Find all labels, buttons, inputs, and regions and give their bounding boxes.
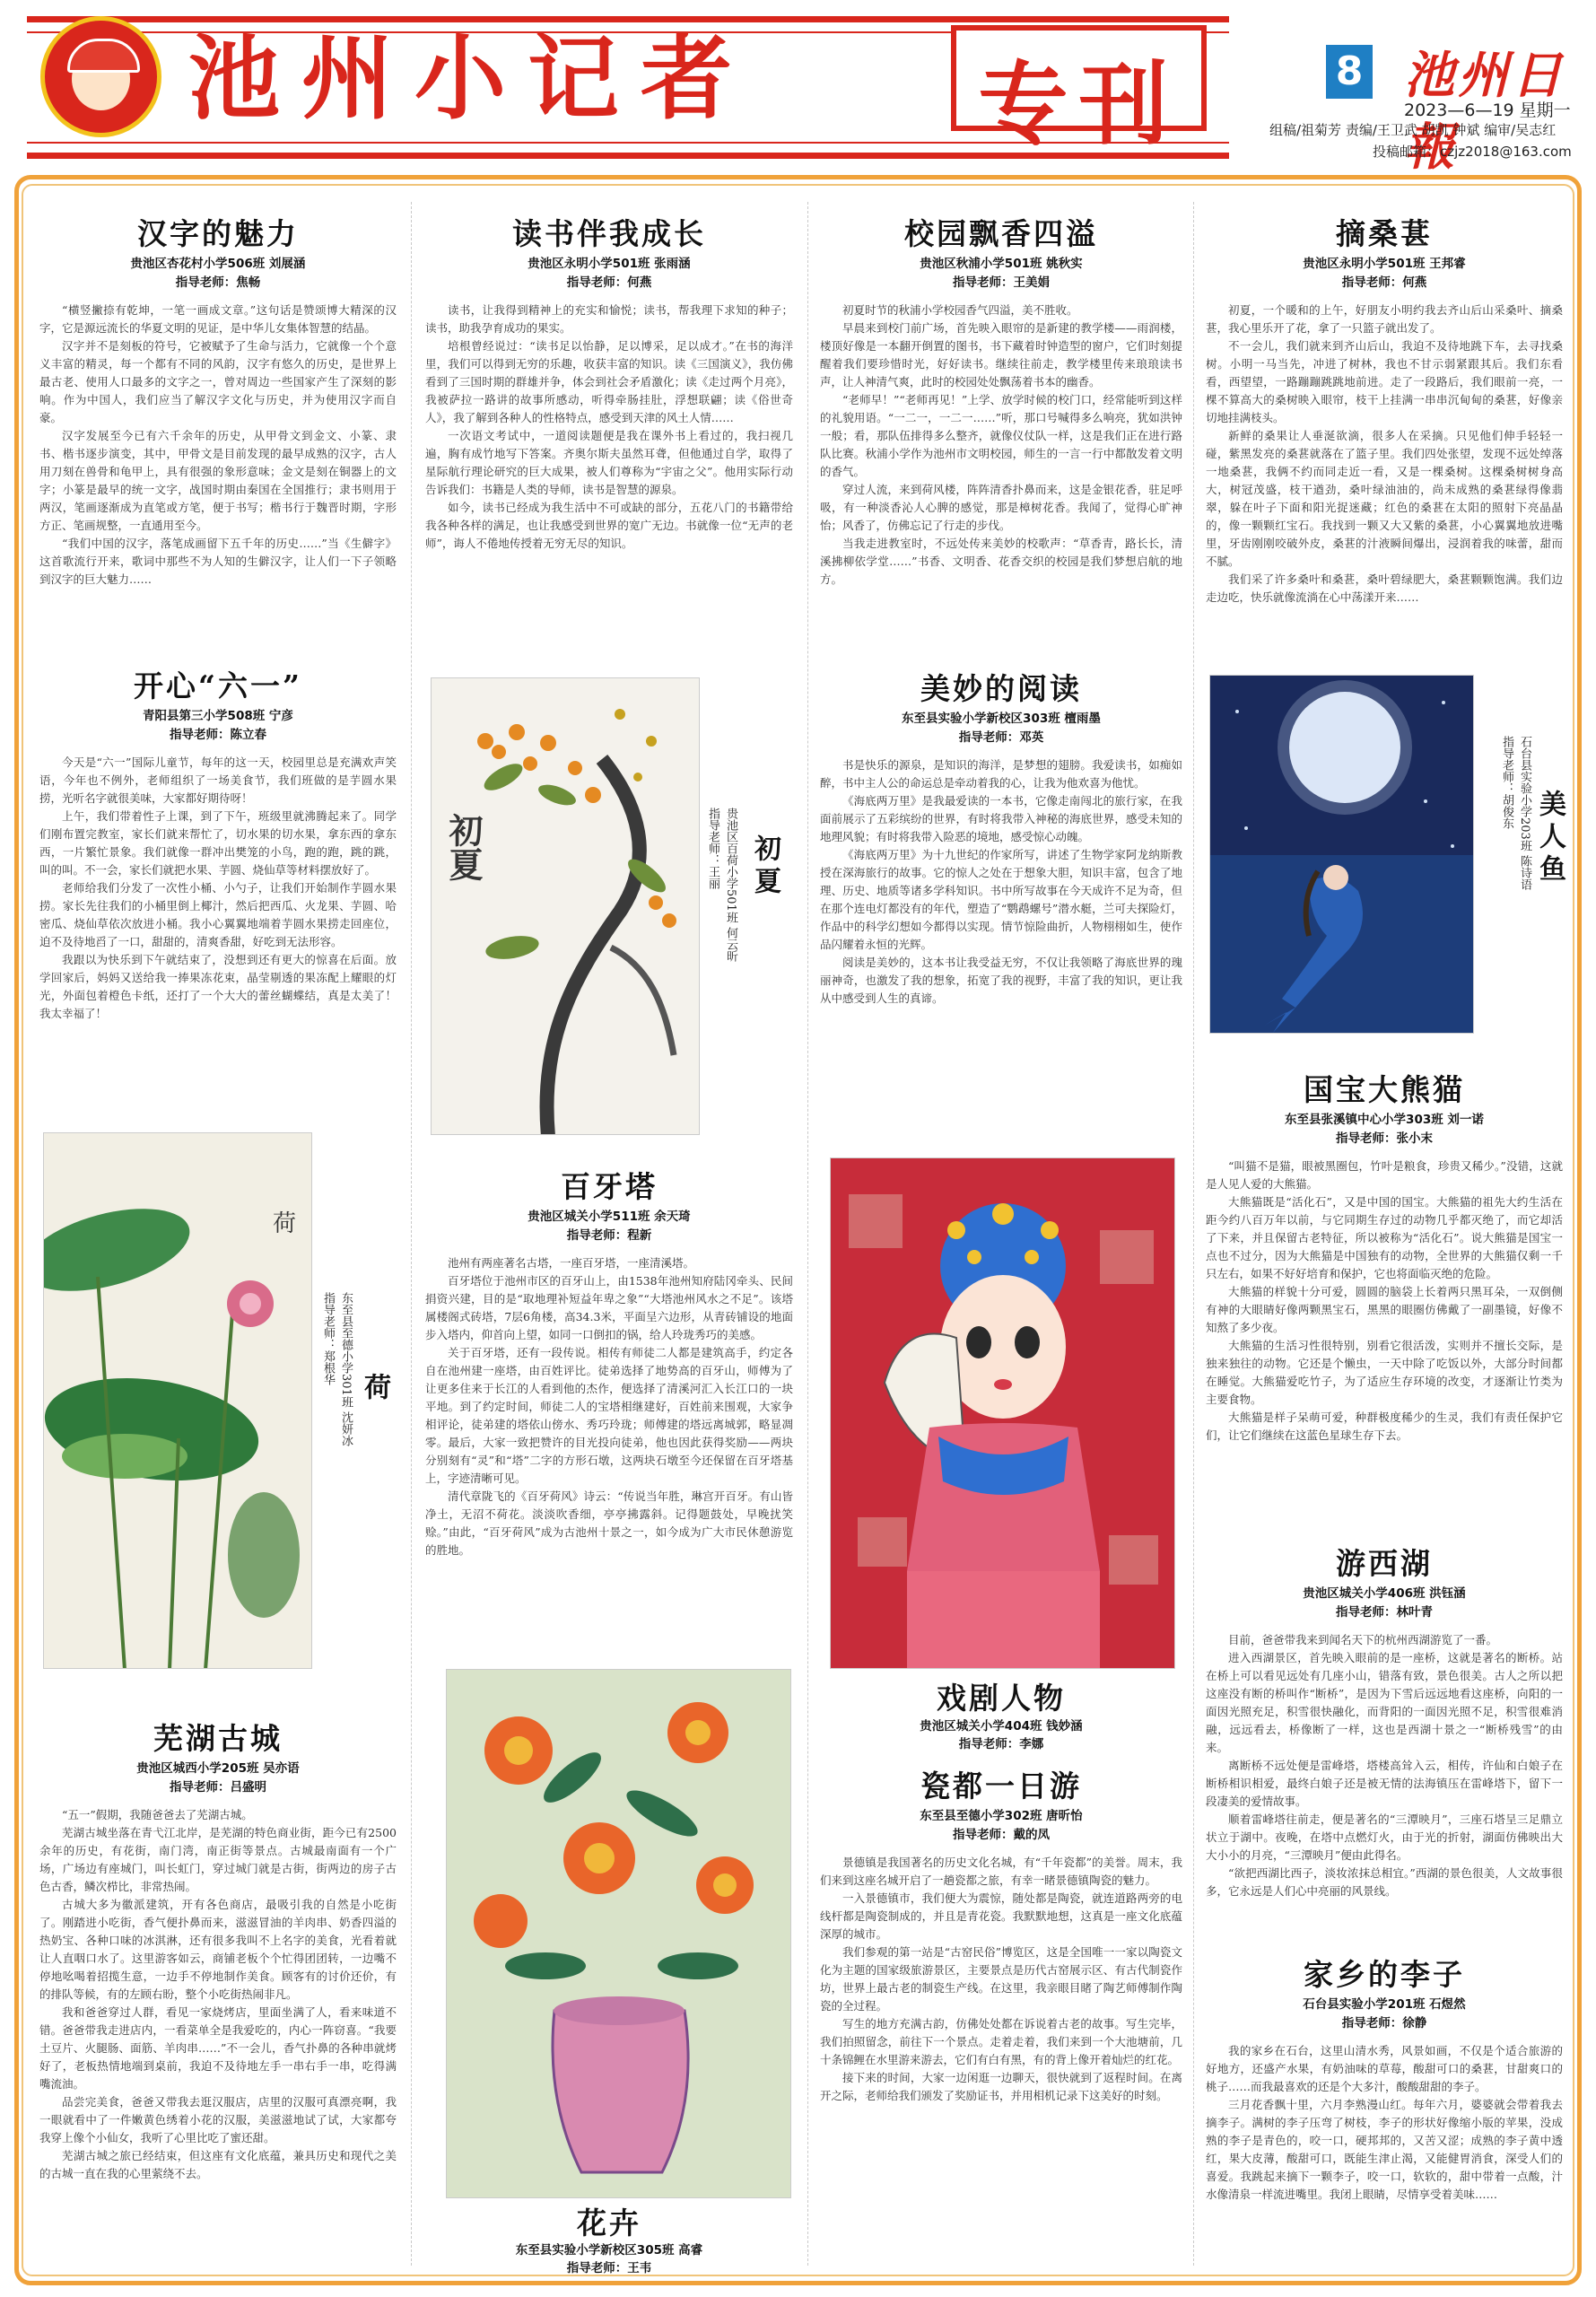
article-wonderful-reading [820,668,1182,1144]
article-paragraph: 《海底两万里》为十九世纪的作家所写，讲述了生物学家阿龙纳斯教授在深海旅行的故事。它的惊人之处在于想象大胆，知识丰富，包含了地理、历史、地质等诸多学科知识。书中所写故事在今天成许不足为奇，但在那个连电灯都没有的年代，塑造了“鹦鹉螺号”潜水艇，兰可夫探险灯，作品中的科学幻想如今都得以实现。情节惊险曲折，人物栩栩如生，使作品闪耀着永恒的光辉。 [820,848,1182,951]
article-paragraph: 汉字并不是刻板的符号，它被赋予了生命与活力，它就像一个个意义丰富的精灵，每一个都有不同的风韵，汉字有悠久的历史，是世界上最古老、使用人口最多的文字之一，曾对周边一些国家产生了深刻的影响。作为中国人，我们应当了解汉字文化与历史，并为使用汉字而自豪。 [39,339,397,424]
article-teacher: 指导老师：徐静 [1341,2016,1427,2031]
article-paragraph: 我们采了许多桑叶和桑葚，桑叶碧绿肥大，桑葚颗颗饱满。我们边走边吃，快乐就像流淌在心中荡漾开来…… [1206,572,1563,604]
painting-author: 东至县至德小学301班 沈妍冰 [339,1292,353,1446]
article-title: 芜湖古城 [153,1721,283,1756]
article-body [1206,1631,1563,1900]
painting-title: 美人鱼 [1534,790,1565,886]
masthead [0,0,1596,177]
early-summer-painting-image [432,678,700,1135]
article-giant-panda [1206,1070,1563,1536]
special-edition-label: 专刊 [978,51,1180,157]
article-paragraph: “叫猫不是猫，眼被黑圈包，竹叶是粮食，珍贵又稀少。”没错，这就是人见人爱的大熊猫。 [1206,1159,1563,1191]
article-hanzi-charm [39,214,397,662]
painting-flowers [446,1669,791,2198]
article-author: 贵池区杏花村小学506班 刘展涵 [130,257,306,271]
article-paragraph: 顺着雷峰塔往前走，便是著名的“三潭映月”，三座石塔呈三足鼎立状立于湖中。夜晚，在塔中点燃灯火，由于光的折射，湖面仿佛映出大大小小的月亮，“三潭映月”便由此得名。 [1206,1812,1563,1862]
article-paragraph: 我和爸爸穿过人群，看见一家烧烤店，里面坐满了人，看来味道不错。爸爸带我走进店内，一看菜单全是我爱吃的，内心一阵窃喜。“我要土豆片、火腿肠、面筋、羊肉串……”不一会儿，香气扑鼻的各种串就烤好了，老板热情地端到桌前，我迫不及待地左手一串右手一串，吃得满嘴流油。 [39,2005,397,2091]
article-happy-childrens-day [39,666,397,1087]
article-paragraph: 我的家乡在石台，这里山清水秀，风景如画，不仅是个适合旅游的好地方，还盛产水果，有奶油味的草莓，酸甜可口的桑葚，甘甜爽口的桃子……而我最喜欢的还是个大多汁，酸酸甜甜的李子。 [1206,2044,1563,2093]
article-title: 百牙塔 [561,1169,658,1204]
painting-teacher: 指导老师：李娜 [958,1737,1044,1751]
article-title: 摘桑葚 [1336,216,1433,251]
article-paragraph: 阅读是美妙的，这本书让我受益无穷，不仅让我领略了海底世界的瑰丽神奇，也激发了我的想象，拓宽了我的视野，丰富了我的知识，更让我从中感受到人生的真谛。 [820,956,1182,1005]
article-paragraph: 初夏，一个暖和的上午，好朋友小明约我去齐山后山采桑叶、摘桑葚，我心里乐开了花，拿了一只篮子就出发了。 [1206,303,1563,335]
article-paragraph: 接下来的时间，大家一边闲逛一边聊天，很快就到了返程时间。在离开之际，老师给我们颁发了奖励证书，并用相机记录下这美好的时刻。 [820,2071,1182,2102]
article-paragraph: 芜湖古城坐落在青弋江北岸，是芜湖的特色商业街，距今已有2500余年的历史，有花街，南门湾，南正街等景点。古城最南面有一个广场，广场边有座城门，叫长虹门，穿过城门就是古街，街两边的房子古色古香，鳞次栉比，非常热闹。 [39,1826,397,1893]
article-paragraph: 上午，我们带着性子上课，到了下午，班级里就沸腾起来了。同学们刚布置完教室，家长们就来帮忙了，切水果的切水果，拿东西的拿东西，一片繁忙景象。我们就像一群冲出樊笼的小鸟，跑的跑，跳的跳，叫的叫。不一会，家长们就把水果、芋圆、烧仙草等材料摆放好了。 [39,809,397,877]
column-divider [807,202,808,2266]
article-paragraph: 我们参观的第一站是“古窑民俗”博览区，这是全国唯一一家以陶瓷文化为主题的国家级旅游景区，主要景点是历代古窑展示区、有古代制瓷作坊，世界上最古老的制瓷生产线。在这里，我亲眼目睹了陶艺师傅制作陶瓷的全过程。 [820,1945,1182,2013]
article-title: 读书伴我成长 [512,216,706,251]
article-paragraph: 当我走进教室时，不远处传来美妙的校歌声：“草香青，路长长，清溪拂柳依学堂……”书香、文明香、花香交织的校园是我们梦想启航的地方。 [820,537,1182,586]
article-body [1206,301,1563,607]
article-title: 国宝大熊猫 [1304,1072,1465,1107]
article-body [820,301,1182,589]
article-author: 贵池区秋浦小学501班 姚秋实 [920,257,1083,271]
article-paragraph: 三月花香飘十里，六月李熟漫山红。每年六月，婆婆就会带着我去摘李子。满树的李子压弯了树枝，李子的形状好像缩小版的苹果，没成熟的李子是青色的，咬一口，硬邦邦的，又苦又涩；成熟的李子黄中透红，果大皮薄，酸甜可口，既能生津止渴，又能健胃消食，深受人们的喜爱。我跳起来摘下一颗李子，咬一口，软软的，甜中带着一点酸，汁水像清泉一样流进嘴里。我闭上眼睛，尽情享受着美味…… [1206,2098,1563,2201]
article-paragraph: 一次语文考试中，一道阅读题便是我在课外书上看过的，我扫视几遍，胸有成竹地写下答案。齐奥尔斯夫虽然耳聋，但他通过自学，取得了星际航行理论研究的巨大成果，被人们尊称为“宇宙之父”。他用实际行动告诉我们：书籍是人类的导师，读书是智慧的源泉。 [425,429,793,496]
article-title: 校园飘香四溢 [904,216,1098,251]
article-teacher: 指导老师：邓英 [958,730,1044,745]
column-divider [1193,202,1194,2266]
painting-teacher: 指导老师：胡俊东 [1500,736,1513,829]
article-paragraph: 百牙塔位于池州市区的百牙山上，由1538年池州知府陆冈牵头、民间捐资兴建，目的是“取地理补短益年卑之象”“大塔池州风水之不足”。该塔属楼阁式砖塔，7层6角楼，高34.3米，平面呈六边形，从青砖铺设的地面步入塔内，仰首向上望，如同一口倒扣的锅，给人玲珑秀巧的美感。 [425,1274,793,1341]
opera-character-painting-image [831,1158,1175,1669]
article-title: 汉字的魅力 [137,216,299,251]
article-author: 石台县实验小学201班 石煜然 [1303,1997,1466,2012]
article-title: 家乡的李子 [1304,1957,1465,1992]
article-body [425,301,793,553]
painting-lotus [43,1132,312,1669]
article-teacher: 指导老师：王美娟 [953,275,1050,290]
article-body [39,1806,397,2183]
article-paragraph: “欲把西湖比西子，淡妆浓抹总相宜。”西湖的景色很美，人文故事很多，它永远是人们心中亮丽的风景线。 [1206,1866,1563,1898]
article-paragraph: 不一会儿，我们就来到齐山后山，我迫不及待地跳下车，去寻找桑树。小明一马当先，冲进了树林，我也不甘示弱紧跟其后。我们东看看，西望望，一路蹦蹦跳跳地前进。走了一段路后，我们眼前一亮，一棵不算高大的桑树映入眼帘，枝干上挂满一串串沉甸甸的桑葚，好像亲切地挂满枝头。 [1206,339,1563,424]
article-author: 贵池区城关小学511班 余天琦 [528,1210,691,1224]
flowers-painting-image [447,1670,791,2198]
article-paragraph: 老师给我们分发了一次性小桶、小勺子，让我们开始制作芋圆水果捞。家长先往我们的小桶里倒上椰汁，然后把西瓜、火龙果、芋圆、哈密瓜、烧仙草依次放进小桶。我小心翼翼地端着芋圆水果捞走回座位，迫不及待地舀了一口，甜甜的，清爽香甜，好吃到无法形容。 [39,881,397,948]
article-paragraph: 大熊猫的生活习性很特别，别看它很活泼，实则并不擅长交际，是独来独往的动物。它还是个懒虫，一天中除了吃饭以外，大部分时间都在睡觉。大熊猫爱吃竹子，为了适应生存环境的改变，才逐渐让竹类为主要食物。 [1206,1339,1563,1406]
article-author: 东至县至德小学302班 唐昕怡 [920,1809,1083,1823]
article-paragraph: 新鲜的桑果让人垂涎欲滴，很多人在采摘。只见他们伸手轻轻一碰，紫黑发亮的桑葚就落在了篮子里。我们四处张望，发现不远处绰落一地桑葚，我俩不约而同走近一看，又是一棵桑树。这棵桑树树身高大，树冠茂盛，枝干遒劲，桑叶绿油油的，尚未成熟的桑葚绿得像翡翠，躲在叶子下面和阳光捉迷藏；红色的桑葚在太阳的照射下亮晶晶的，像一颗颗红宝石。我找到一颗又大又紫的桑葚，小心翼翼地放进嘴里，牙齿刚刚咬破外皮，桑葚的汁液瞬间爆出，浸润着我的味蕾，甜而不腻。 [1206,429,1563,568]
article-author: 贵池区城西小学205班 吴亦语 [136,1761,300,1776]
article-teacher: 指导老师：焦畅 [175,275,261,290]
article-paragraph: 穿过人流，来到荷风楼，阵阵清香扑鼻而来，这是金银花香，驻足呼吸，有一种淡香沁人心脾的感觉，那是樟树花香。我闻了，觉得心旷神怡；风香了，仿佛忘记了行走的步伐。 [820,483,1182,532]
article-body [1206,1157,1563,1445]
article-paragraph: 离断桥不远处便是雷峰塔，塔楼高耸入云，相传，许仙和白娘子在断桥相识相爱，最终白娘子还是被无情的法海镇压在雷峰塔下，留下一段凄美的爱情故事。 [1206,1759,1563,1808]
article-paragraph: 池州有两座著名古塔，一座百牙塔，一座清溪塔。 [448,1256,695,1270]
painting-inscription: 荷 [273,1210,297,1237]
mermaid-painting-image [1210,676,1474,1034]
article-hometown-plums [1206,1954,1563,2268]
article-paragraph: 品尝完美食，爸爸又带我去逛汉服店，店里的汉服可真漂亮啊，我一眼就看中了一件嫩黄色绣着小花的汉服，美滋滋地试了试，大家都夸我穿上像个小仙女，我听了心里比吃了蜜还甜。 [39,2095,397,2144]
article-teacher: 指导老师：戴的凤 [953,1828,1050,1842]
article-paragraph: 清代章陇飞的《百牙荷风》诗云：“传说当年胜，琳宫开百牙。有山皆净土，无沼不荷花。淡淡吹香细，亭亭拂露斜。记得题鼓处，早晚扰笑赊。”由此，“百牙荷风”成为古池州十景之一，如今成为广大市民休憩游览的胜地。 [425,1489,793,1557]
article-body [39,301,397,589]
page-number-badge: 8 [1326,45,1373,99]
article-teacher: 指导老师：陈立春 [170,728,266,742]
painting-author: 东至县实验小学新校区305班 高睿 [515,2243,703,2258]
painting-teacher: 指导老师：王丽 [706,808,720,889]
issue-date: 2023—6—19 星期一 [1404,100,1571,120]
article-paragraph: 进入西湖景区，首先映入眼前的是一座桥，这就是著名的断桥。站在桥上可以看见远处有几座小山，错落有致，景色很美。古人之所以把这座没有断的桥叫作“断桥”，是因为下雪后远远地看这座桥，向阳的一面因光照充足，积雪很快融化，而背阳的一面因光照不足，积雪很难消融，远远看去，桥像断了一样，这也是西湖十景之一“断桥残雪”的由来。 [1206,1651,1563,1754]
painting-title: 荷 [359,1373,390,1405]
article-author: 青阳县第三小学508班 宁彦 [143,709,293,723]
article-author: 贵池区永明小学501班 王邦睿 [1303,257,1466,271]
painting-inscription: 初夏 [443,813,484,881]
article-author: 贵池区永明小学501班 张雨涵 [528,257,691,271]
special-edition-title: 池州小记者 [188,25,754,133]
article-teacher: 指导老师：林叶青 [1336,1605,1433,1620]
article-reading-growth [425,214,793,662]
painting-early-summer [431,677,700,1135]
article-author: 东至县实验小学新校区303班 檀雨墨 [902,712,1101,726]
article-west-lake [1206,1543,1563,1947]
article-paragraph: “横竖撇捺有乾坤，一笔一画成文章。”这句话是赞颂博大精深的汉字，它是源远流长的华夏文明的见证，是中华儿女集体智慧的结晶。 [39,303,397,335]
article-paragraph: 我跟以为快乐到下午就结束了，没想到还有更大的惊喜在后面。放学回家后，妈妈又送给我一捧果冻花束，晶莹剔透的果冻配上耀眼的灯光，外面包着橙色卡纸，还打了一个大大的蕾丝蝴蝶结，真是太美了！我太幸福了！ [39,953,397,1020]
article-paragraph: 《海底两万里》是我最爱读的一本书，它像走南闯北的旅行家，在我面前展示了五彩缤纷的世界，有时将我带入神秘的海底世界，感受未知的地理风貌；有时将我带入险恶的境地，感受惊心动魄。 [820,794,1182,843]
article-paragraph: 景德镇是我国著名的历史文化名城，有“千年瓷都”的美誉。周末，我们来到这座名城开启了一趟瓷都之旅，有幸一睹景德镇陶瓷的魅力。 [820,1856,1182,1887]
article-body [820,756,1182,1008]
painting-title: 花卉 [577,2205,641,2240]
newspaper-name: 池州日報 [1404,46,1565,177]
article-author: 东至县张溪镇中心小学303班 刘一诺 [1285,1113,1484,1127]
submission-email: 投稿邮箱：czjz2018@163.com [1373,144,1572,160]
article-teacher: 指导老师：吕盛明 [170,1780,266,1795]
article-paragraph: 大熊猫既是“活化石”，又是中国的国宝。大熊猫的祖先大约生活在距今约八百万年以前，与它同期生存过的动物几乎都灭绝了，而它却活了下来，并且保留古老特征，所以被称为“活化石”。说大熊猫是国宝一点也不过分，因为大熊猫是中国独有的动物，全世界的大熊猫仅剩一千只左右，如果不好好培育和保护，它也将面临灭绝的危险。 [1206,1195,1563,1280]
painting-teacher: 指导老师：郑根华 [321,1292,335,1385]
article-paragraph: 今天是“六一”国际儿童节，每年的这一天，校园里总是充满欢声笑语，今年也不例外，老师组织了一场美食节，我们班做的是芋圆水果捞，光听名字就很美味，大家都好期待呀！ [39,755,397,805]
reporter-mascot-logo-icon [40,16,161,137]
column-divider [411,202,412,2266]
painting-teacher: 指导老师：王韦 [566,2261,652,2275]
special-edition-label-box [951,25,1207,157]
article-paragraph: 大熊猫是样子呆萌可爱，种群极度稀少的生灵，我们有责任保护它们，让它们继续在这蓝色星球生存下去。 [1206,1411,1563,1442]
painting-author: 贵池区百荷小学501班 何云昕 [724,808,737,962]
article-paragraph: 早晨来到校门前广场，首先映入眼帘的是新建的教学楼——雨润楼，楼顶好像是一本翻开倒置的图书，书下藏着时钟造型的窗户，它们时刻提醒着我们要珍惜时光，好好读书。继续往前走，教学楼里传来琅琅读书声，让人神清气爽，此时的校园处处飘荡着书本的幽香。 [820,321,1182,389]
article-teacher: 指导老师：何燕 [566,275,652,290]
article-paragraph: 一入景德镇市，我们便大为震惊，随处都是陶瓷，就连道路两旁的电线杆都是陶瓷制成的，并且是青花瓷。我默默地想，这真是一座文化底蕴深厚的城市。 [820,1891,1182,1941]
article-title: 游西湖 [1336,1546,1433,1581]
painting-author: 贵池区城关小学404班 钱妙涵 [920,1719,1083,1734]
article-title: 美妙的阅读 [920,671,1082,706]
article-picking-mulberries [1206,214,1563,662]
article-body [1206,2042,1563,2204]
article-paragraph: 汉字发展至今已有六千余年的历史，从甲骨文到金文、小篆、隶书、楷书逐步演变，其中，甲骨文是目前发现的最早成熟的汉字，古人用刀刻在兽骨和龟甲上，具有很强的象形意味；金文是刻在铜器上的文字；小篆是最早的统一文字，战国时期由秦国在全国推行；隶书则用于两汉，笔画逐渐成为直笔或方笔，便于书写；楷书行于魏晋时期，字形方正、笔画规整，一直通用至今。 [39,429,397,532]
article-body [820,1854,1182,2105]
article-teacher: 指导老师：程新 [566,1228,652,1243]
article-paragraph: 关于百牙塔，还有一段传说。相传有师徒二人都是建筑高手，约定各自在池州建一座塔，由百姓评比。徒弟选择了地势高的百牙山，师傅为了让更多住来于长江的人看到他的杰作，便选择了清溪河汇入长江口的一块平地。到了约定时间，师徒二人的宝塔相继建好，百姓前来围观，大家争相评论，徒弟建的塔依山傍水、秀巧玲珑；师傅建的塔远离城郭，略显凋零。最后，大家一致把赞许的目光投向徒弟，他也因此获得奖励——两块分别刻有“灵”和“塔”二字的方形石墩，这两块石墩至今还保留在百牙塔基上，字迹清晰可见。 [425,1346,793,1485]
article-paragraph: 读书，让我得到精神上的充实和愉悦；读书，帮我理下求知的种子；读书，助我孕育成功的果实。 [425,303,793,335]
article-author: 贵池区城关小学406班 洪钰涵 [1303,1586,1466,1601]
painting-mermaid [1209,675,1474,1034]
painting-opera-character [830,1157,1175,1669]
article-body [39,754,397,1023]
painting-title: 初夏 [749,834,781,899]
article-paragraph: 书是快乐的源泉，是知识的海洋，是梦想的翅膀。我爱读书，如痴如醉，书中主人公的命运总是牵动着我的心，让我为他欢喜为他忧。 [820,758,1182,790]
article-title: 瓷都一日游 [920,1769,1082,1804]
article-paragraph: 古城大多为徽派建筑，开有各色商店，最吸引我的自然是小吃街了。刚踏进小吃街，香气便扑鼻而来，滋滋冒油的羊肉串、奶香四溢的热奶宝、各种口味的冰淇淋，还有很多我叫不上名字的美食，光看着就让人直咽口水了。这里游客如云，商铺老板个个忙得团团转，一边嘴不停地吆喝着招揽生意，一边手不停地制作美食。顾客有的讨价还价，有的排队等候，有的左顾右盼，整个小吃街热闹非凡。 [39,1898,397,2001]
article-porcelain-capital-trip [820,1766,1182,2268]
article-paragraph: “我们中国的汉字，落笔成画留下五千年的历史……”当《生僻字》这首歌流行开来，歌词中那些不为人知的生僻汉字，让人们一下子领略到汉字的巨大魅力…… [39,537,397,586]
painting-author: 石台县实验小学203班 陈诗语 [1518,736,1531,890]
article-paragraph: 芜湖古城之旅已经结束，但这座有文化底蕴，兼具历史和现代之美的古城一直在我的心里萦绕不去。 [39,2149,397,2180]
article-paragraph: 初夏时节的秋浦小学校园香气四溢，美不胜收。 [842,303,1078,317]
painting-title: 戏剧人物 [937,1681,1066,1716]
article-baiya-pagoda [425,1166,793,1651]
article-wuhu-ancient-city [39,1718,397,2266]
article-title: 开心“六一” [134,668,302,703]
article-paragraph: 如今，读书已经成为我生活中不可或缺的部分，五花八门的书籍带给我各种各样的满足，也让我感受到世界的宽广无边。书就像一位“无声的老师”，诲人不倦地传授着无穷无尽的知识。 [425,501,793,550]
article-teacher: 指导老师：张小末 [1336,1131,1433,1146]
article-paragraph: “五一”假期，我随爸爸去了芜湖古城。 [62,1808,253,1821]
article-teacher: 指导老师：何燕 [1341,275,1427,290]
article-paragraph: 培根曾经说过：“读书足以怡静，足以博采，足以成才。”在书的海洋里，我们可以得到无穷的乐趣，收获丰富的知识。读《三国演义》，我仿佛看到了三国时期的群雄并争，体会到社会矛盾激化；读《走过两个月亮》，我被萨拉一路讲的故事所感动，听得牵肠挂肚，浮想联翩；读《俗世奇人》，我了解到各种人的性格特点，感受到天津的风土人情…… [425,339,793,424]
article-paragraph: “老师早！”“老师再见！”上学、放学时候的校门口，经常能听到这样的礼貌用语。“一二一，一二一……”听，那口号喊得多么响亮，犹如洪钟一般；看，那队伍排得多么整齐，就像仪仗队一样，这是我们正在进行路队比赛。秋浦小学作为池州市文明校园，师生的一言一行中都散发着文明的香气。 [820,393,1182,478]
article-paragraph: 大熊猫的样貌十分可爱，圆圆的脑袋上长着两只黑耳朵，一双倒侧有神的大眼睛好像两颗黑宝石，黑黑的眼圈仿佛戴了一副墨镜，好像不知熬了多少夜。 [1206,1285,1563,1334]
editors-credit: 组稿/祖菊芳 责编/王卫武 胡凯 钟斌 编审/吴志红 [1269,122,1557,138]
article-paragraph: 目前，爸爸带我来到闻名天下的杭州西湖游览了一番。 [1228,1633,1498,1646]
article-body [425,1254,793,1559]
article-paragraph: 写生的地方充满古韵，仿佛处处都在诉说着古老的故事。写生完毕，我们拍照留念，前往下一个景点。走着走着，我们来到一个大池塘前，几十条锦鲤在水里游来游去，它们有白有黑，有的背上像开着灿烂的红花。 [820,2017,1182,2066]
article-campus-fragrance [820,214,1182,662]
